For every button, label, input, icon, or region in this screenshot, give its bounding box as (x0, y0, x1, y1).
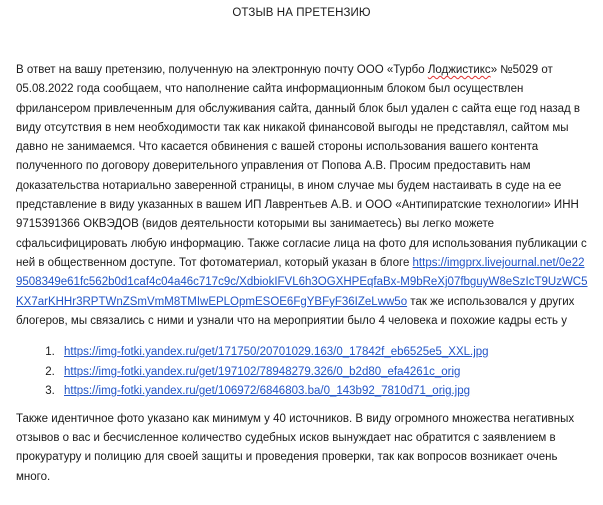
paragraph-main-part1: В ответ на вашу претензию, полученную на электронную почту ООО «Турбо (16, 64, 428, 76)
company-name-misspelled: Лоджистикс (427, 64, 491, 76)
list-item (58, 382, 588, 402)
links-list (16, 343, 588, 402)
blog-link[interactable]: https://imgprx.livejournal.net/0e229508349e61fc562b0d1caf4c04a46c717c9c/XdbiokIFVL6h3OGXHPEqfaBx-M9bReXj07fbguyW8eSzIcT9UzWC5KX7arKHHr3RPTWnZSmVmM8TMIwEPLOpmESOE6FgYBFyF36IZeLww5o (16, 256, 588, 308)
document-title: ОТЗЫВ НА ПРЕТЕНЗИЮ (232, 7, 371, 19)
list-item (58, 343, 588, 363)
document-body (16, 61, 588, 487)
photo-link-3[interactable]: https://img-fotki.yandex.ru/get/106972/6846803.ba/0_143b92_7810d71_orig.jpg (64, 385, 471, 398)
list-item (58, 363, 588, 383)
photo-link-2[interactable]: https://img-fotki.yandex.ru/get/197102/78948279.326/0_b2d80_efa4261c_orig (64, 365, 461, 378)
photo-link-1[interactable]: https://img-fotki.yandex.ru/get/171750/20701029.163/0_17842f_eb6525e5_XXL.jpg (64, 346, 489, 359)
paragraph-main (16, 61, 588, 331)
paragraph-closing: Также идентичное фото указано как минимум у 40 источников. В виду огромного множества негативных отзывов о вас и бесчисленное количество судебных исков вынуждает нас обратится с заявлением в прокуратуру и полицию для своей защиты и проведения проверки, так как вопросов возникает очень много. (16, 412, 575, 483)
paragraph-main-part2: » №5029 от 05.08.2022 года сообщаем, что наполнение сайта информационным блоком был осуществлен фрилансером привлеченным для обслуживания сайта, данный блок был удален с сайта еще год назад в виду отсутствия в нем необходимости так как никакой финансовой выгоды не представлял, сайтом мы давно не занимаемся. Что касается обвинения с вашей стороны использования вашего контента полученного по договору доверительного управления от Попова А.В. Просим предоставить нам доказательства нотариально заверенной страницы, в ином случае мы будем настаивать в суде на ее представление в виду указанных в вашем ИП Лаврентьев А.В. и ООО «Антипиратские технологии» ИНН 9715391366 ОКВЭДОВ (видов деятельности которыми вы занимаетесь) вы легко можете сфальсифицировать любую информацию. Также согласие лица на фото для использования публикации с ней в общественном доступе. Тот фотоматериал, который указан в блоге (16, 64, 587, 269)
paragraph-main-part3: так же использовался у других блогеров, мы связались с ними и узнали что на мероприятии было 4 человека и похожие кадры есть у (16, 295, 575, 327)
